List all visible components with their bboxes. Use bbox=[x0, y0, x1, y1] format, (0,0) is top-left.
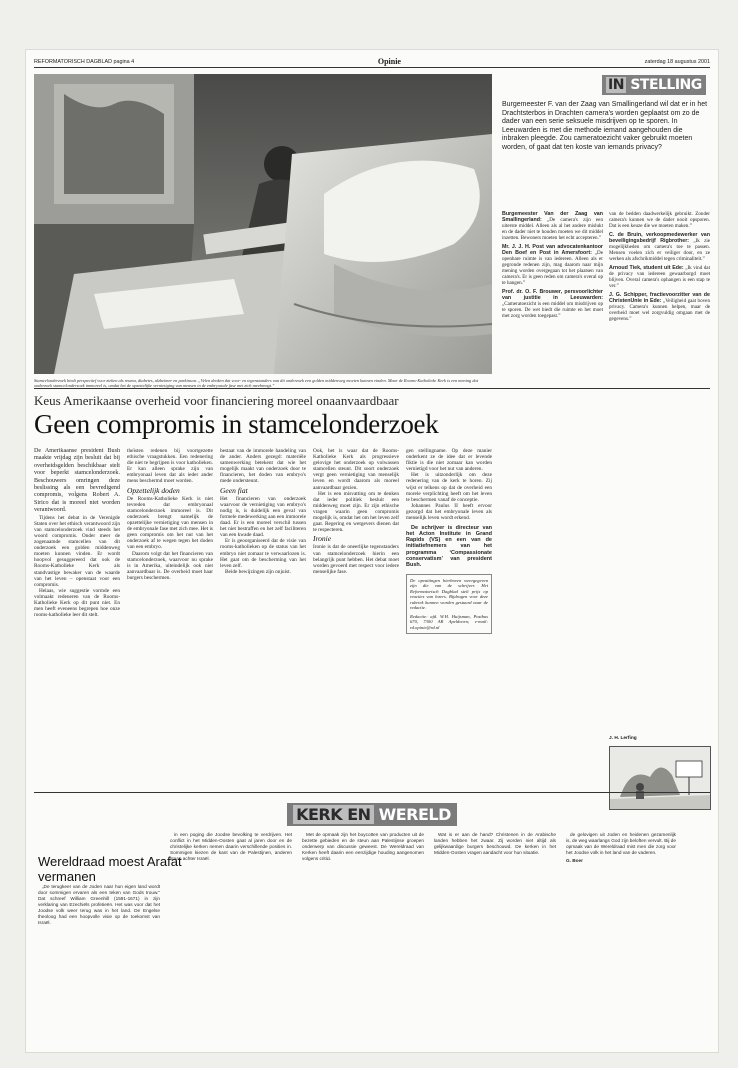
editorial-box-text: De opvattingen hierboven weergegeven zijn die van de schrijver. Het Reformatorisch Dagblad stelt prijs op reacties van lezers. Bijdragen voor deze rubriek kunnen worden gestuurd naar de redactie. bbox=[410, 577, 488, 611]
in-stelling-title-a: IN bbox=[608, 77, 624, 93]
in-stelling-question: Burgemeester F. van der Zaag van Smallingerland wil dat er in het Drachtsterbos in Drachten camera's worden geplaatst om zo de dader van een serie seksuele misdrijven op te sporen. In Leeuwarden is met die methode iemand aangehouden die inbraken pleegde. Zou cameratoezicht vaker gebruikt moeten worden, of gaat dat ten koste van iemands privacy? bbox=[502, 101, 708, 151]
paragraph: theïsten redenen bij voortgezette ethische vraagstukken. Een redenering die niet te begrijpen is voor katholieken. Er kan alleen sprake zijn van embryonaal leven dat als ieder ander mens beschermd moet worden. bbox=[127, 448, 213, 485]
in-stelling-title-b: STELLING bbox=[630, 77, 702, 93]
article-kicker: Keus Amerikaanse overheid voor financiering moreel onaanvaardbaar bbox=[34, 393, 399, 408]
paragraph: Johannes Paulus II heeft ervoor gezorgd dat het embryonale leven als menselijk leven wordt erkend. bbox=[406, 502, 492, 522]
kerk-column-5 bbox=[566, 832, 676, 1052]
article-column-5 bbox=[406, 448, 492, 788]
article-lead: De Amerikaanse president Bush maakte vrijdag zijn besluit dat bij overheidsgelden beschikbaar stelt voor beperkt stamcelonderzoek. Beschouwers omringen deze beslissing als een bevredigend compromis, volgens Robert A. Sirico dat is moreel niet worden verantwoord. bbox=[34, 448, 120, 514]
lab-photo bbox=[34, 74, 492, 374]
issue-date: zaterdag 18 augustus 2001 bbox=[644, 58, 710, 65]
divider bbox=[34, 388, 710, 389]
paragraph: de gelovigen uit Joden en heidenen gezamenlijk is, de weg waarlangs God zijn beloften vervult. Bij de opmaak van de Wereldraad mist men die zorg voor het Joodse volk in het land van de vaderen. bbox=[566, 832, 676, 855]
paragraph: Het is uitzonderlijk om deze redenering van de kerk te horen. Zij wijst er telkens op dat de overheid een morele verplichting heeft om het leven te beschermen vanaf de conceptie. bbox=[406, 472, 492, 503]
cartoon-image bbox=[609, 746, 711, 810]
paragraph: Het financieren van onderzoek waarvoor de vernietiging van embryo's nodig is, is duidelijk een geval van formele medewerking aan een immorele daad. Er is een moreel verschil tussen het niet bestraffen en het zelf faciliteren van een kwade daad. bbox=[220, 495, 306, 539]
paragraph: Ironie is dat de oneerlijke tegenstanders van stamcelonderzoek hierin een belangrijk punt hebben. Het debat moet worden gevoerd met respect voor iedere menselijke fase. bbox=[313, 544, 399, 575]
respondent-name: Burgemeester Van der Zaag van Smallingerland: bbox=[502, 211, 603, 223]
paragraph: Met de opmaak zijn het boycotten van producten uit de bezette gebieden en de steun aan Palestijnse groepen onderwerp van discussie geweest. De Wereldraad van Kerken heeft daarin een eenzijdige houding aangenomen volgens critici. bbox=[302, 832, 424, 861]
paragraph: in een poging die Joodse bevolking te verdrijven. Het conflict in het Midden-Oosten gaat al jaren door en de christelijke kerken nemen daarin verschillende posities in. Sommigen kiezen de kant van de Palestijnen, anderen staan achter Israël. bbox=[170, 832, 292, 861]
kerk-column-3 bbox=[302, 832, 424, 1052]
page-header bbox=[34, 56, 710, 68]
paragraph: Helaas, wie suggestie vormde een volmaakt redeneren van de Rooms-Katholieke Kerk op dit punt niet. En men heeft eveneens begrepen hoe onze rooms-katholieke leer dit stelt. bbox=[34, 587, 120, 619]
subheading: Geen fiat bbox=[220, 485, 248, 495]
kerk-en-wereld-body bbox=[38, 832, 676, 1052]
paragraph: De Rooms-Katholieke Kerk is niet tevreden dat embryonaal stamcelonderzoek immoreel is. Dit onderzoek brengt namelijk de opzettelijke vernietiging van mensen in de embryonale fase met zich mee. Het is geen compromis om het nut van het onderzoek af te wegen tegen het doden van een embryo. bbox=[127, 495, 213, 551]
subheading: Opzettelijk doden bbox=[127, 485, 180, 495]
subheading: Ironie bbox=[313, 534, 332, 544]
respondent-answer: van de bedden daadwerkelijk gebruikt. Zonder camera's kunnen we de dader nooit opsporen. Dat is een keuze die we moeten maken.” bbox=[609, 211, 710, 229]
newspaper-page bbox=[26, 50, 718, 1052]
editorial-box bbox=[406, 574, 492, 635]
paragraph: bestaat van de immorele handeling van de ander. Anders gezegd: materiële samenwerking betekent dat wie het mogelijk maakt van onderzoek door te financieren, het doden van embryo's mede ondersteunt. bbox=[220, 448, 306, 485]
kerk-en-wereld-title-a: KERK EN bbox=[293, 805, 373, 824]
photo-caption: Stamcelonderzoek biedt perspectief voor zieken als reuma, diabetes, alzheimer en parkinson. „Velen denken dat voor- en tegenstanders van dit onderzoek een golden middenweg moeten kunnen vinden. Maar de Rooms-Katholieke Kerk is een mening dat onderzoek stamcelonderzoek immoreel is, omdat het de opzettelijke vernietiging van mensen in de embryonale fase met zich meebrengt.” bbox=[34, 378, 478, 389]
in-stelling-title bbox=[602, 75, 706, 95]
in-stelling-box bbox=[502, 74, 710, 153]
editorial-address: Redactie: afd. W.H. Huijsman, Postbus 670, 7300 AR Apeldoorn; e-mail: rd.opinie@rd.nl bbox=[410, 613, 488, 630]
cartoon-credit: J. H. Lerfing bbox=[609, 736, 637, 741]
paragraph: gen stellingname. Op deze manier onderkent ze de idee dat er levende fiktie is die niet zomaar kan worden vernietigd voor het nut van anderen. bbox=[406, 448, 492, 473]
respondent-name: J. G. Schipper, fractievoorzitter van de ChristenUnie in Ede: bbox=[609, 292, 710, 304]
in-stelling-column-2 bbox=[609, 211, 710, 439]
article-column-3 bbox=[220, 448, 306, 788]
paragraph: Ook, het is waar dat de Rooms-Katholieke Kerk als progressieve gelovige het onderzoek op volwassen stamcellen steunt. Dit soort onderzoek vergt geen vernietiging van menselijk leven en wordt daarom als moreel aanvaardbaar gezien. bbox=[313, 448, 399, 491]
respondent-answer: „Ik vind dat de privacy van iedereen gewaarborgd moet blijven. Overal camera's ophangen is een stap te ver.” bbox=[609, 265, 710, 289]
paragraph: Het is een misvatting om te denken dat ieder politiek besluit een middenweg moet zijn. Er zijn ethische vragen waarin geen compromis mogelijk is, omdat het om het leven zelf gaat. Regering en wetgevers dienen dat te respecteren. bbox=[313, 490, 399, 534]
paragraph: Daarom volgt dat het financieren van stamcelonderzoek, waarvoor nu sprake is in Amerika, uiteindelijk ook niet aanvaardbaar is. De overheid moet haar burgers beschermen. bbox=[127, 550, 213, 581]
kerk-column-1 bbox=[38, 884, 160, 1052]
kerk-en-wereld-banner bbox=[26, 803, 718, 826]
article-column-2 bbox=[127, 448, 213, 788]
respondent-answer: „Cameratoezicht is een middel om misdrijven op te sporen. De wet biedt die ruimte en het moet met zorg worden toegepast.” bbox=[502, 301, 603, 319]
respondent-answer: „De openbare ruimte is van iedereen. Alleen als er gegronde redenen zijn, mag daarom naar mijn mening worden overgegaan tot het plaatsen van camera's. Er is geen reden om camera's overal op te hangen.” bbox=[502, 250, 603, 286]
respondent-answer: „Ik zie mogelijkheden om camera's toe te passen. Mensen voelen zich er veiliger door, en ze werken als afschrikmiddel tegen criminaliteit.” bbox=[609, 238, 710, 262]
author-signature: G. Boer bbox=[566, 858, 583, 863]
kerk-column-2 bbox=[170, 832, 292, 1052]
article-column-1 bbox=[34, 448, 120, 788]
article-column-4 bbox=[313, 448, 399, 788]
paragraph: Tijdens het debat in de Verenigde Staten over het ethisch verantwoord zijn van stamcelonderzoek vind steeds het woord compromis. Onder meer de zogenaamde stamcellen van dit onderzoek een golden middenweg moeten kunnen vinden. Er wordt hoopvol gesuggereerd dat ook de Rooms-Katholieke Kerk als standvastige bewaker van de waarde van het leven – openstaat voor een compromis. bbox=[34, 514, 120, 588]
paragraph: „De terugkeer van de Joden naar hun eigen land wordt door sommigen ervaren als een teken van Gods trouw.” Dat schreef William Greenhill (1591-1671) in zijn verklaring van Ezechiëls profetieën. Het was voor dat het Joodse volk weer terug was in het land. De Engelse theoloog had een hoopvolle visie op de toekomst van Israël. bbox=[38, 884, 160, 925]
column-headline: Wereldraad moest Arafat vermanen bbox=[38, 854, 182, 884]
paragraph: Beide bewijzingen zijn onjuist. bbox=[225, 568, 291, 575]
article-body bbox=[34, 448, 492, 788]
respondent-answer: „Veiligheid gaat boven privacy. Camera's kunnen helpen, maar de overheid moet wel zorgvuldig omgaan met de gegevens.” bbox=[609, 298, 710, 322]
respondent-answer: „De camera's zijn een uiterste middel. Alleen als al het andere mislukt en de dader niet te houden moeten we dit middel inzetten. Bewoners moeten het echt accepteren.” bbox=[502, 217, 603, 241]
paragraph: Wat is er aan de hand? Christenen in de Arabische landen hebben het zwaar. Zij worden niet altijd als gelijkwaardige burgers beschouwd. De kerken in het Midden-Oosten vragen aandacht voor hun situatie. bbox=[434, 832, 556, 855]
kerk-en-wereld-title bbox=[287, 803, 457, 826]
respondent-name: Mr. J. J. H. Post van advocatenkantoor Den Boef en Post in Amersfoort: bbox=[502, 244, 603, 256]
paragraph: Er is geoorganiseerd dat de visie van rooms-katholieken op de status van het embryo niet zomaar te verwaarlozen is. Het gaat om de bescherming van het leven zelf. bbox=[220, 538, 306, 569]
kerk-column-4 bbox=[434, 832, 556, 1052]
in-stelling-answers bbox=[502, 211, 710, 439]
in-stelling-column-1 bbox=[502, 211, 603, 439]
kerk-en-wereld-title-b: WERELD bbox=[378, 805, 451, 824]
respondent-name: Prof. dr. O. F. Brouwer, persvoorlichter van justitie in Leeuwarden: bbox=[502, 289, 603, 301]
paper-name: REFORMATORISCH DAGBLAD pagina 4 bbox=[34, 58, 135, 65]
respondent-name: C. de Bruin, verkoopmedewerker van beveiligingsbedrijf Rigbrother: bbox=[609, 232, 710, 244]
divider bbox=[34, 792, 710, 793]
respondent-name: Arnoud Tiek, student uit Ede: bbox=[609, 265, 684, 271]
section-title: Opinie bbox=[377, 57, 401, 66]
author-note: De schrijver is directeur van het Acton Institute in Grand Rapids (VS) en een van de initiatiefnemers van het programma ‘Compassionate conservatism’ van president Bush. bbox=[406, 525, 492, 568]
article-headline: Geen compromis in stamcelonderzoek bbox=[34, 409, 439, 439]
